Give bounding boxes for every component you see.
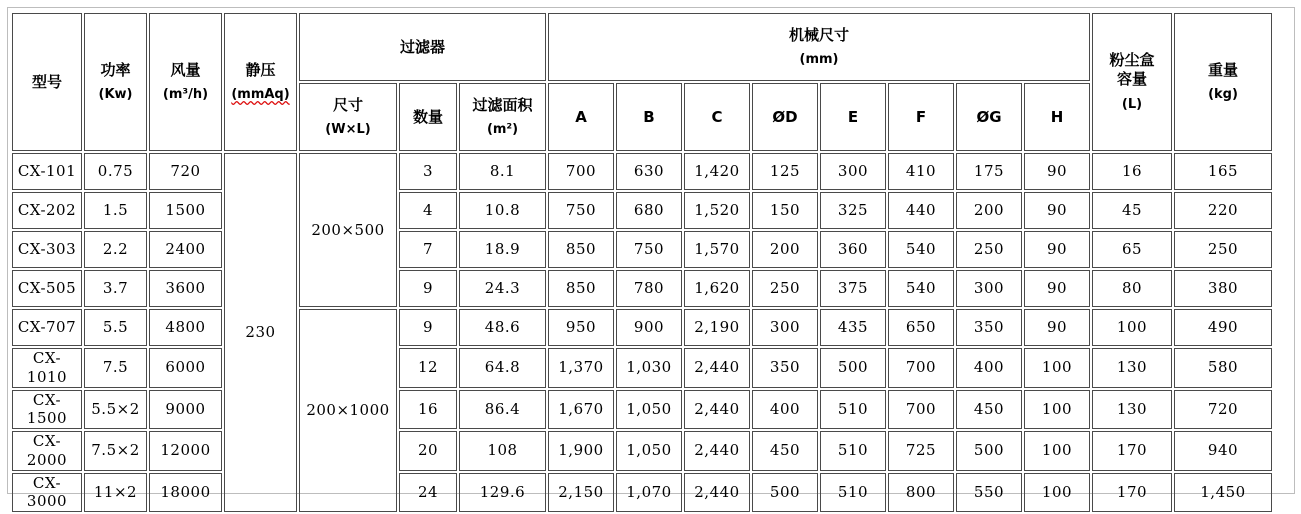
cell-g: 450 [956,390,1022,430]
cell-model: CX-1500 [12,390,82,430]
cell-c: 1,570 [684,231,750,268]
cell-weight: 1,450 [1174,473,1272,513]
col-filter-qty-header: 数量 [399,83,457,151]
cell-d: 250 [752,270,818,307]
cell-box: 80 [1092,270,1172,307]
cell-box: 170 [1092,431,1172,471]
table-row [12,309,1272,346]
cell-e: 325 [820,192,886,229]
cell-box: 45 [1092,192,1172,229]
cell-weight: 940 [1174,431,1272,471]
cell-model: CX-1010 [12,348,82,388]
cell-airflow: 6000 [149,348,222,388]
cell-h: 100 [1024,390,1090,430]
cell-weight: 165 [1174,153,1272,190]
cell-d: 300 [752,309,818,346]
cell-model: CX-505 [12,270,82,307]
table-row [12,431,1272,471]
col-dim-h-header: H [1024,83,1090,151]
cell-a: 850 [548,270,614,307]
cell-box: 65 [1092,231,1172,268]
cell-f: 700 [888,348,954,388]
cell-a: 1,670 [548,390,614,430]
cell-e: 360 [820,231,886,268]
col-dim-f-header: F [888,83,954,151]
cell-model: CX-2000 [12,431,82,471]
cell-h: 100 [1024,473,1090,513]
cell-weight: 220 [1174,192,1272,229]
filter-group-header: 过滤器 [299,13,546,81]
cell-power: 7.5×2 [84,431,147,471]
cell-airflow: 3600 [149,270,222,307]
cell-g: 350 [956,309,1022,346]
cell-h: 90 [1024,192,1090,229]
spec-table [10,11,1274,514]
cell-h: 90 [1024,309,1090,346]
cell-power: 0.75 [84,153,147,190]
cell-f: 725 [888,431,954,471]
cell-model: CX-101 [12,153,82,190]
cell-qty: 12 [399,348,457,388]
cell-h: 100 [1024,348,1090,388]
cell-box: 170 [1092,473,1172,513]
cell-e: 500 [820,348,886,388]
cell-g: 200 [956,192,1022,229]
cell-box: 16 [1092,153,1172,190]
filter-size-cell: 200×500 [299,153,397,307]
cell-area: 24.3 [459,270,546,307]
cell-f: 540 [888,231,954,268]
cell-g: 400 [956,348,1022,388]
cell-qty: 9 [399,309,457,346]
cell-f: 410 [888,153,954,190]
static-pressure-cell: 230 [224,153,297,512]
cell-weight: 380 [1174,270,1272,307]
col-dim-d-header: ØD [752,83,818,151]
cell-e: 510 [820,473,886,513]
cell-a: 700 [548,153,614,190]
cell-a: 750 [548,192,614,229]
cell-weight: 250 [1174,231,1272,268]
cell-b: 900 [616,309,682,346]
cell-h: 90 [1024,270,1090,307]
cell-c: 2,440 [684,431,750,471]
cell-power: 5.5 [84,309,147,346]
cell-area: 86.4 [459,390,546,430]
col-static-header: 静压 (mmAq) [224,13,297,151]
cell-b: 750 [616,231,682,268]
cell-e: 435 [820,309,886,346]
col-dim-e-header: E [820,83,886,151]
cell-c: 2,190 [684,309,750,346]
cell-f: 540 [888,270,954,307]
cell-area: 8.1 [459,153,546,190]
cell-b: 630 [616,153,682,190]
col-dim-g-header: ØG [956,83,1022,151]
cell-g: 175 [956,153,1022,190]
cell-b: 1,070 [616,473,682,513]
cell-area: 18.9 [459,231,546,268]
cell-airflow: 18000 [149,473,222,513]
cell-b: 1,050 [616,431,682,471]
col-weight-header: 重量 (kg) [1174,13,1272,151]
cell-a: 1,900 [548,431,614,471]
cell-c: 2,440 [684,390,750,430]
cell-g: 550 [956,473,1022,513]
cell-power: 5.5×2 [84,390,147,430]
cell-qty: 9 [399,270,457,307]
table-row [12,348,1272,388]
cell-power: 7.5 [84,348,147,388]
cell-c: 1,620 [684,270,750,307]
table-row [12,473,1272,513]
table-body [12,153,1272,512]
cell-a: 1,370 [548,348,614,388]
cell-d: 200 [752,231,818,268]
filter-size-cell: 200×1000 [299,309,397,512]
cell-e: 510 [820,431,886,471]
cell-qty: 7 [399,231,457,268]
cell-power: 3.7 [84,270,147,307]
col-power-header: 功率 (Kw) [84,13,147,151]
cell-d: 400 [752,390,818,430]
cell-c: 2,440 [684,473,750,513]
col-dust-box-header: 粉尘盒 容量 (L) [1092,13,1172,151]
cell-airflow: 4800 [149,309,222,346]
table-row [12,192,1272,229]
cell-h: 90 [1024,231,1090,268]
cell-h: 100 [1024,431,1090,471]
cell-b: 1,050 [616,390,682,430]
cell-d: 350 [752,348,818,388]
cell-h: 90 [1024,153,1090,190]
col-model-header: 型号 [12,13,82,151]
cell-d: 450 [752,431,818,471]
cell-airflow: 720 [149,153,222,190]
table-row [12,390,1272,430]
cell-model: CX-3000 [12,473,82,513]
cell-area: 10.8 [459,192,546,229]
cell-power: 1.5 [84,192,147,229]
cell-airflow: 1500 [149,192,222,229]
cell-c: 1,520 [684,192,750,229]
cell-airflow: 12000 [149,431,222,471]
cell-b: 680 [616,192,682,229]
cell-airflow: 9000 [149,390,222,430]
cell-e: 375 [820,270,886,307]
cell-box: 130 [1092,390,1172,430]
col-filter-area-header: 过滤面积 (m²) [459,83,546,151]
cell-g: 300 [956,270,1022,307]
cell-power: 2.2 [84,231,147,268]
cell-weight: 580 [1174,348,1272,388]
cell-model: CX-303 [12,231,82,268]
cell-f: 800 [888,473,954,513]
cell-f: 700 [888,390,954,430]
cell-g: 250 [956,231,1022,268]
cell-f: 440 [888,192,954,229]
table-row [12,153,1272,190]
cell-model: CX-202 [12,192,82,229]
cell-airflow: 2400 [149,231,222,268]
col-dim-b-header: B [616,83,682,151]
cell-g: 500 [956,431,1022,471]
cell-qty: 20 [399,431,457,471]
col-filter-size-header: 尺寸 (W×L) [299,83,397,151]
cell-qty: 24 [399,473,457,513]
cell-area: 64.8 [459,348,546,388]
cell-qty: 3 [399,153,457,190]
cell-power: 11×2 [84,473,147,513]
cell-f: 650 [888,309,954,346]
cell-weight: 490 [1174,309,1272,346]
cell-c: 1,420 [684,153,750,190]
cell-a: 2,150 [548,473,614,513]
cell-e: 300 [820,153,886,190]
cell-b: 780 [616,270,682,307]
cell-e: 510 [820,390,886,430]
cell-c: 2,440 [684,348,750,388]
cell-weight: 720 [1174,390,1272,430]
cell-box: 100 [1092,309,1172,346]
cell-a: 850 [548,231,614,268]
table-row [12,231,1272,268]
table-row [12,270,1272,307]
cell-d: 500 [752,473,818,513]
mech-group-header: 机械尺寸 (mm) [548,13,1090,81]
col-airflow-header: 风量 (m³/h) [149,13,222,151]
cell-area: 48.6 [459,309,546,346]
col-dim-a-header: A [548,83,614,151]
cell-qty: 4 [399,192,457,229]
col-dim-c-header: C [684,83,750,151]
cell-d: 125 [752,153,818,190]
cell-qty: 16 [399,390,457,430]
cell-area: 108 [459,431,546,471]
cell-area: 129.6 [459,473,546,513]
cell-d: 150 [752,192,818,229]
cell-model: CX-707 [12,309,82,346]
cell-a: 950 [548,309,614,346]
cell-box: 130 [1092,348,1172,388]
cell-b: 1,030 [616,348,682,388]
